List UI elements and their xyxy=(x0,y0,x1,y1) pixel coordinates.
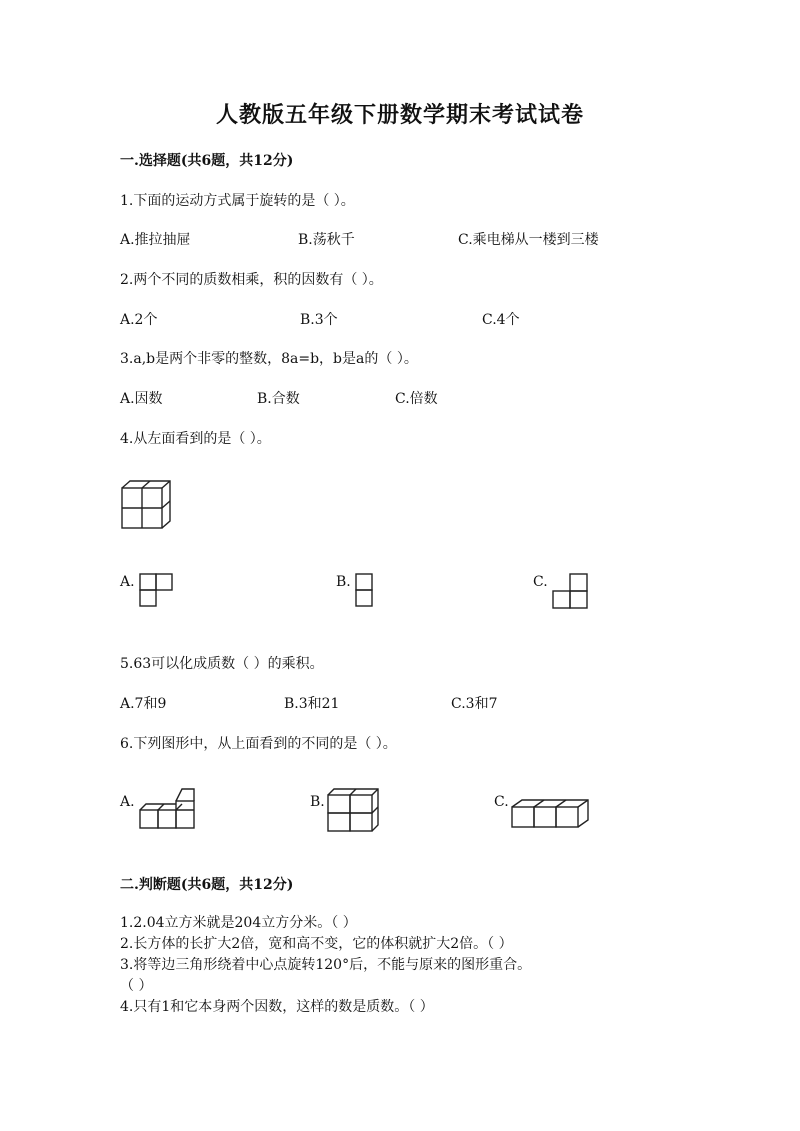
question-1: 1.下面的运动方式属于旋转的是（ ）。 xyxy=(120,193,355,209)
q6-option-b: B. xyxy=(310,794,325,810)
q4-option-a: A. xyxy=(120,574,135,590)
question-3: 3.a,b是两个非零的整数，8a=b，b是a的（ ）。 xyxy=(120,351,418,367)
q1-option-c: C.乘电梯从一楼到三楼 xyxy=(458,232,599,248)
judgement-3-blank: （ ） xyxy=(120,978,153,994)
q2-option-b: B.3个 xyxy=(300,312,338,328)
judgement-1: 1.2.04立方米就是204立方分米。（ ） xyxy=(120,915,357,931)
section-heading-judgement: 二.判断题(共6题，共12分) xyxy=(120,877,294,893)
question-4: 4.从左面看到的是（ ）。 xyxy=(120,431,271,447)
q4-option-c: C. xyxy=(533,574,548,590)
question-5: 5.63可以化成质数（ ）的乘积。 xyxy=(120,656,324,672)
q5-option-c: C.3和7 xyxy=(451,696,498,712)
q4-option-b-figure xyxy=(355,573,375,609)
q4-option-c-figure xyxy=(552,573,590,609)
q3-option-c: C.倍数 xyxy=(395,391,438,407)
q2-option-a: A.2个 xyxy=(120,312,158,328)
question-2: 2.两个不同的质数相乘，积的因数有（ ）。 xyxy=(120,272,383,288)
q6-option-c: C. xyxy=(494,794,509,810)
q6-option-b-figure xyxy=(326,787,382,833)
q3-option-b: B.合数 xyxy=(257,391,300,407)
judgement-2: 2.长方体的长扩大2倍，宽和高不变，它的体积就扩大2倍。（ ） xyxy=(120,936,513,952)
question-6: 6.下列图形中，从上面看到的不同的是（ ）。 xyxy=(120,736,397,752)
judgement-4: 4.只有1和它本身两个因数，这样的数是质数。（ ） xyxy=(120,999,434,1015)
q6-option-a-figure xyxy=(138,787,198,831)
q5-option-b: B.3和21 xyxy=(284,696,340,712)
q3-option-a: A.因数 xyxy=(120,391,163,407)
q4-option-b: B. xyxy=(336,574,351,590)
q5-option-a: A.7和9 xyxy=(120,696,167,712)
q1-option-b: B.荡秋千 xyxy=(298,232,355,248)
q6-option-a: A. xyxy=(120,794,135,810)
page-title: 人教版五年级下册数学期末考试试卷 xyxy=(215,102,584,128)
judgement-3: 3.将等边三角形绕着中心点旋转120°后，不能与原来的图形重合。 xyxy=(120,957,532,973)
q6-option-c-figure xyxy=(510,798,594,832)
q4-option-a-figure xyxy=(139,573,175,609)
q1-option-a: A.推拉抽屉 xyxy=(120,232,191,248)
section-heading-choice: 一.选择题(共6题，共12分) xyxy=(120,153,294,169)
q2-option-c: C.4个 xyxy=(482,312,520,328)
q4-cube-figure xyxy=(118,478,178,534)
